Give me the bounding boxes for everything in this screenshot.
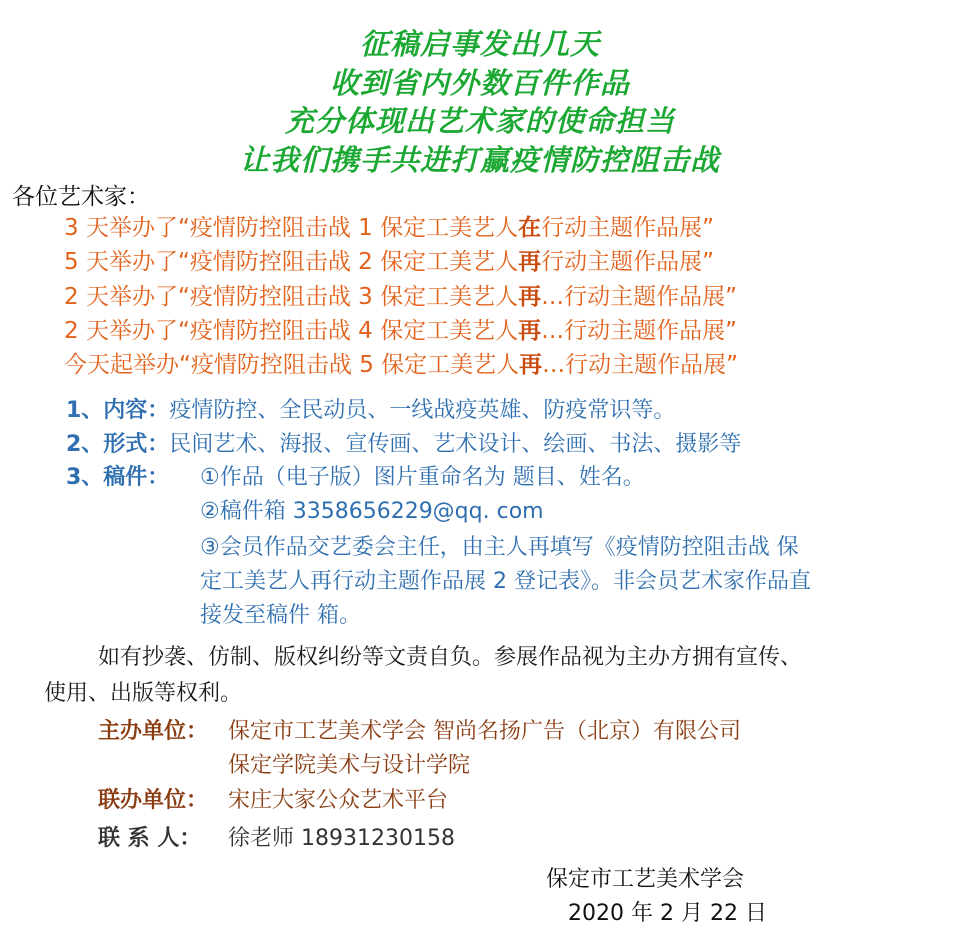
signature-date: 2020 年 2 月 22 日 [568,901,767,926]
exhibition-line-4: 2 天举办了“疫情防控阻击战 4 保定工美艺人再…行动主题作品展” [64,318,738,344]
co-organizer-label: 联办单位： [98,788,209,813]
manuscript-rule-3-line-2: 定工美艺人再行动主题作品展 2 登记表》。非会员艺术家作品直 [200,569,811,594]
exhibition-line-2: 5 天举办了“疫情防控阻击战 2 保定工美艺人再行动主题作品展” [64,249,715,275]
host-organization-2: 保定学院美术与设计学院 [228,753,471,778]
headline-line-2: 收到省内外数百件作品 [329,66,630,100]
greeting: 各位艺术家： [12,184,150,210]
headline-line-1: 征稿启事发出几天 [359,27,600,61]
item-content [66,393,675,424]
item-manuscript-label: 3、稿件： [66,465,170,490]
host-organizations: 保定市工艺美术学会 智尚名扬广告（北京）有限公司 [228,719,741,744]
contact-label: 联 系 人： [98,826,202,851]
headline-line-3: 充分体现出艺术家的使命担当 [284,104,675,138]
co-organizer: 宋庄大家公众艺术平台 [228,788,449,813]
manuscript-rule-1: ①作品（电子版）图片重命名为 题目、姓名。 [200,465,645,490]
host-label: 主办单位： [98,719,209,744]
exhibition-line-3: 2 天举办了“疫情防控阻击战 3 保定工美艺人再…行动主题作品展” [64,284,738,310]
manuscript-rule-3-line-1: ③会员作品交艺委会主任，由主人再填写《疫情防控阻击战 保 [200,535,799,560]
contact-value: 徐老师 18931230158 [228,826,455,851]
item-form [66,427,741,458]
item-form-label: 2、形式： [66,432,170,457]
copyright-notice-line-2: 使用、出版等权利。 [44,681,243,706]
item-content-label: 1、内容： [66,398,170,423]
exhibition-line-5: 今天起举办“疫情防控阻击战 5 保定工美艺人再…行动主题作品展” [64,352,739,378]
item-form-text: 民间艺术、海报、宣传画、艺术设计、绘画、书法、摄影等 [169,432,742,457]
item-content-text: 疫情防控、全民动员、一线战疫英雄、防疫常识等。 [169,398,676,423]
exhibition-line-1: 3 天举办了“疫情防控阻击战 1 保定工美艺人在行动主题作品展” [64,215,715,241]
copyright-notice-line-1: 如有抄袭、仿制、版权纠纷等文责自负。参展作品视为主办方拥有宣传、 [98,645,803,670]
manuscript-rule-3-line-3: 接发至稿件 箱。 [200,603,361,628]
signature-organization: 保定市工艺美术学会 [546,867,745,892]
headline-line-4: 让我们携手共进打赢疫情防控阻击战 [239,143,720,177]
manuscript-email: ②稿件箱 3358656229@qq. com [200,499,544,524]
